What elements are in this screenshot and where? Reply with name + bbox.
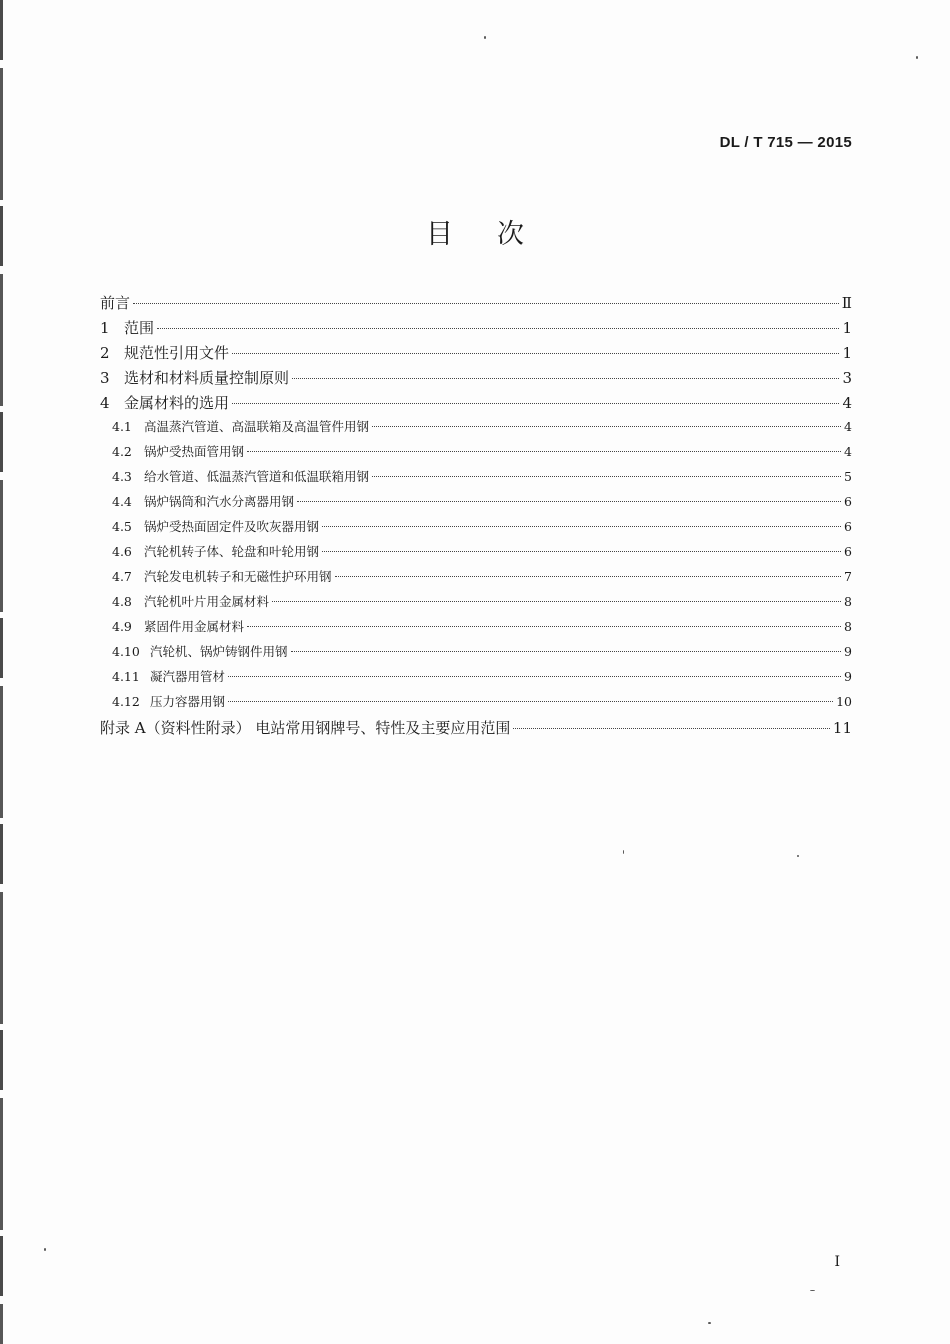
toc-entry-annex-a[interactable] [100, 717, 852, 742]
toc-entry-page: 4 [844, 444, 852, 459]
toc-entry-number: 4.2 [112, 444, 132, 459]
toc-entry-number: 4.5 [112, 519, 132, 534]
toc-entry-4-8[interactable] [100, 592, 852, 617]
dot-leader [272, 601, 841, 602]
toc-entry-number: 3 [100, 369, 110, 387]
dot-leader [247, 451, 841, 452]
toc-entry-preface[interactable] [100, 292, 852, 317]
dot-leader [157, 328, 839, 329]
toc-entry-4-2[interactable] [100, 442, 852, 467]
toc-entry-number: 4.7 [112, 569, 132, 584]
toc-entry-4-3[interactable] [100, 467, 852, 492]
toc-entry-number: 4.1 [112, 419, 132, 434]
toc-entry-label: 汽轮发电机转子和无磁性护环用钢 [144, 569, 332, 584]
toc-entry-number: 4.11 [112, 669, 140, 684]
toc-entry-4-1[interactable] [100, 417, 852, 442]
toc-entry-page: 9 [844, 669, 852, 684]
dot-leader [133, 303, 839, 304]
toc-entry-page: 5 [844, 469, 852, 484]
toc-entry-number: 1 [100, 319, 110, 337]
toc-entry-page: 1 [842, 344, 852, 362]
toc-entry-4-5[interactable] [100, 517, 852, 542]
toc-entry-label: 高温蒸汽管道、高温联箱及高温管件用钢 [144, 419, 370, 434]
dot-leader [297, 501, 841, 502]
toc-entry-number: 2 [100, 344, 110, 362]
dot-leader [372, 476, 841, 477]
toc-entry-label: 金属材料的选用 [124, 394, 230, 412]
toc-entry-page: 1 [842, 319, 852, 337]
document-code: DL / T 715 — 2015 [719, 134, 852, 151]
dot-leader [232, 403, 839, 404]
scan-speck [623, 850, 624, 854]
toc-entry-4-11[interactable] [100, 667, 852, 692]
toc-entry-number: 4.12 [112, 694, 140, 709]
toc-entry-page: 3 [842, 369, 852, 387]
toc-entry-4-10[interactable] [100, 642, 852, 667]
toc-entry-label: 给水管道、低温蒸汽管道和低温联箱用钢 [144, 469, 370, 484]
toc-entry-page: 7 [844, 569, 852, 584]
toc-entry-4-4[interactable] [100, 492, 852, 517]
dot-leader [292, 378, 839, 379]
toc-entry-page: 9 [844, 644, 852, 659]
scan-speck [810, 1290, 815, 1291]
scan-speck [708, 1322, 711, 1324]
toc-entry-number: 4.3 [112, 469, 132, 484]
toc-entry-1[interactable] [100, 317, 852, 342]
scan-edge [0, 0, 3, 1344]
toc-entry-label: 锅炉受热面管用钢 [144, 444, 245, 459]
dot-leader [513, 728, 830, 729]
toc-entry-page: 6 [844, 494, 852, 509]
toc-entry-label: 压力容器用钢 [150, 694, 226, 709]
toc-entry-page: 8 [844, 594, 852, 609]
toc-entry-number: 4.9 [112, 619, 132, 634]
toc-entry-3[interactable] [100, 367, 852, 392]
toc-entry-2[interactable] [100, 342, 852, 367]
toc-entry-4-7[interactable] [100, 567, 852, 592]
toc-entry-label: 汽轮机转子体、轮盘和叶轮用钢 [144, 544, 320, 559]
toc-entry-page: 10 [836, 694, 852, 709]
toc-entry-page: 4 [844, 419, 852, 434]
toc-entry-number: 4.6 [112, 544, 132, 559]
toc-entry-number: 4.10 [112, 644, 140, 659]
scan-speck [44, 1248, 46, 1251]
toc-entry-4-6[interactable] [100, 542, 852, 567]
toc-entry-page: 6 [844, 519, 852, 534]
toc-entry-4-9[interactable] [100, 617, 852, 642]
scan-speck [484, 36, 486, 39]
dot-leader [335, 576, 842, 577]
toc-entry-page: 11 [832, 719, 852, 737]
toc-entry-label: 锅炉受热面固定件及吹灰器用钢 [144, 519, 320, 534]
scan-speck [916, 56, 918, 59]
dot-leader [372, 426, 841, 427]
toc-entry-4[interactable] [100, 392, 852, 417]
toc-entry-label: 锅炉锅筒和汽水分离器用钢 [144, 494, 295, 509]
toc-entry-label: 紧固件用金属材料 [144, 619, 245, 634]
toc-entry-label: 汽轮机、锅炉铸钢件用钢 [150, 644, 288, 659]
toc-title: 目次 [426, 219, 568, 250]
dot-leader [228, 676, 841, 677]
toc-entry-label: 前言 [100, 294, 131, 312]
toc-entry-label: 范围 [124, 319, 155, 337]
toc-entry-label: 规范性引用文件 [124, 344, 230, 362]
toc-entry-page: 4 [842, 394, 852, 412]
toc-entry-number: 4 [100, 394, 110, 412]
dot-leader [232, 353, 839, 354]
toc-entry-number: 4.4 [112, 494, 132, 509]
toc-entry-label: 附录 A（资料性附录） 电站常用钢牌号、特性及主要应用范围 [100, 719, 511, 737]
toc-entry-label: 凝汽器用管材 [150, 669, 226, 684]
page-number: I [834, 1254, 840, 1270]
scan-speck [797, 855, 799, 857]
toc-entry-label: 汽轮机叶片用金属材料 [144, 594, 270, 609]
toc-entry-page: 6 [844, 544, 852, 559]
dot-leader [322, 526, 841, 527]
toc-entry-label: 选材和材料质量控制原则 [124, 369, 290, 387]
dot-leader [322, 551, 841, 552]
dot-leader [228, 701, 833, 702]
toc-entry-page: Ⅱ [841, 294, 852, 312]
dot-leader [291, 651, 842, 652]
toc-entry-number: 4.8 [112, 594, 132, 609]
toc-entry-page: 8 [844, 619, 852, 634]
dot-leader [247, 626, 841, 627]
table-of-contents [100, 292, 852, 742]
toc-entry-4-12[interactable] [100, 692, 852, 717]
